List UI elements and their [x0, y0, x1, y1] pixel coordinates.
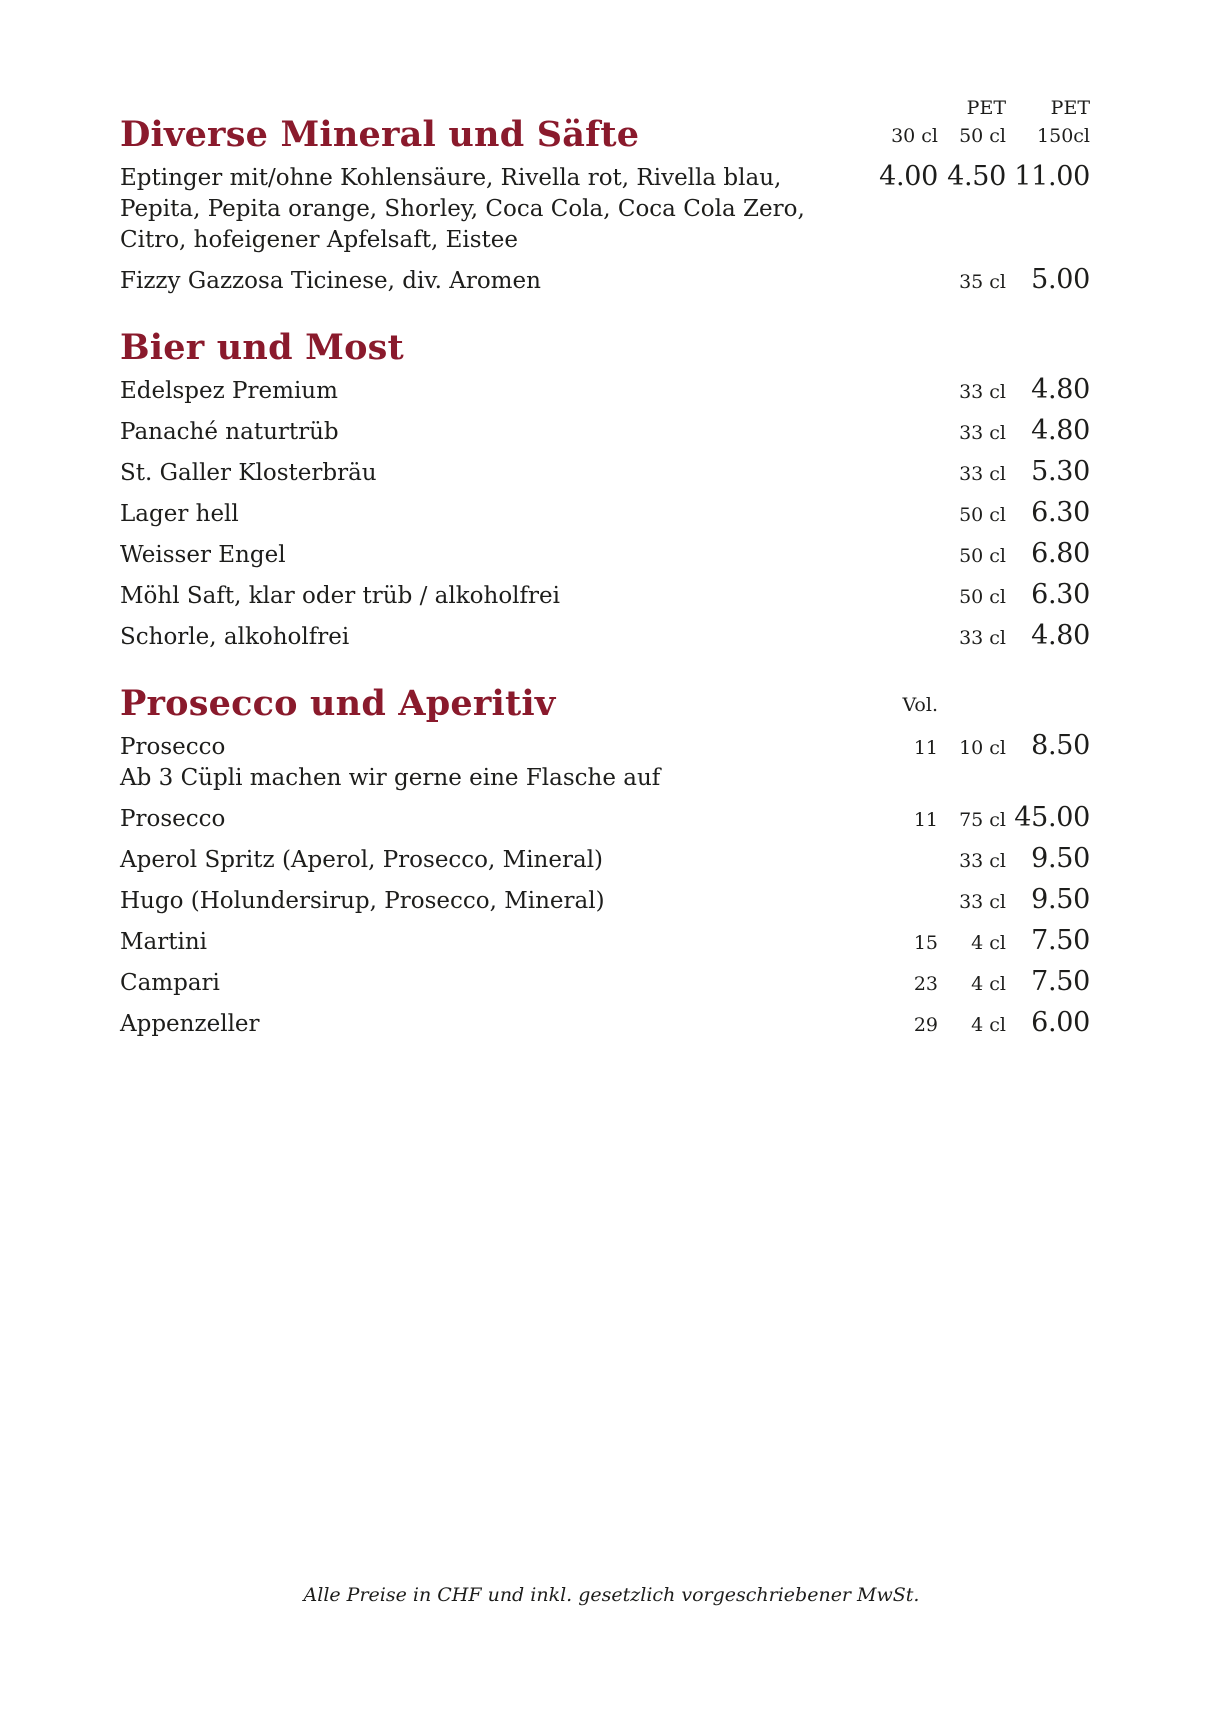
item-price-cell: 4.00 — [879, 161, 938, 192]
item-price-cell: 6.30 — [1031, 579, 1090, 611]
item-size-cell: 50 cl — [959, 504, 1006, 527]
menu-sections — [120, 94, 1090, 1048]
item-name-cell — [120, 540, 872, 571]
column-header-bottom-label — [872, 363, 938, 366]
section-header — [120, 329, 1090, 366]
item-price-cell: 4.80 — [1031, 374, 1090, 406]
menu-item-row — [120, 456, 1090, 489]
column-header-bottom-label — [938, 719, 1006, 722]
item-price-cell: 4.80 — [1031, 620, 1090, 652]
item-name: Edelspez Premium — [120, 378, 338, 405]
menu-item-row — [120, 538, 1090, 571]
menu-item-row — [120, 620, 1090, 653]
item-name: Eptinger mit/ohne Kohlensäure, Rivella rot, Rivella blau, Pepita, Pepita orange, Shorley, Coca Cola, Coca Cola Zero, Citro, hofeigener Apfelsaft, Eistee — [120, 165, 805, 253]
column-header-bottom-label — [1006, 363, 1090, 366]
menu-section-1 — [120, 329, 1090, 653]
section-title: Bier und Most — [120, 327, 404, 368]
menu-item-row — [120, 374, 1090, 407]
item-price-cell: 8.50 — [1031, 730, 1090, 762]
item-name: Prosecco — [120, 734, 226, 761]
item-price-cell: 9.50 — [1031, 843, 1090, 875]
item-price-cell: 4.50 — [947, 161, 1006, 192]
item-name-cell — [120, 804, 872, 835]
item-size-cell: 35 cl — [959, 271, 1006, 293]
menu-item-row — [120, 497, 1090, 530]
item-name: Prosecco — [120, 806, 226, 833]
item-name-cell — [120, 927, 872, 958]
item-note: Ab 3 Cüpli machen wir gerne eine Flasche auf — [120, 765, 661, 792]
item-price-cell: 7.50 — [1031, 925, 1090, 957]
item-name: St. Galler Klosterbräu — [120, 460, 377, 487]
menu-item-row — [120, 925, 1090, 958]
item-size-cell: 33 cl — [959, 381, 1006, 404]
column-header-colA — [872, 691, 938, 722]
item-size-cell: 4 cl — [971, 932, 1006, 955]
column-header-colB — [938, 94, 1006, 153]
column-header-colA — [872, 363, 938, 366]
menu-item-row — [120, 161, 1090, 256]
item-name: Panaché naturtrüb — [120, 419, 339, 446]
menu-item-row — [120, 579, 1090, 612]
menu-item-row — [120, 843, 1090, 876]
item-name-cell — [120, 266, 872, 297]
item-size-cell: 33 cl — [959, 627, 1006, 650]
item-name: Möhl Saft, klar oder trüb / alkoholfrei — [120, 583, 561, 610]
column-header-bottom-label: 30 cl — [891, 125, 938, 147]
menu-section-2 — [120, 685, 1090, 1040]
item-name: Weisser Engel — [120, 542, 286, 569]
column-header-bottom-label: Vol. — [902, 694, 938, 717]
section-header — [120, 94, 1090, 153]
item-size-cell: 33 cl — [959, 850, 1006, 873]
item-name-cell — [120, 376, 872, 407]
item-price-cell: 11.00 — [1014, 161, 1090, 192]
item-size-cell: 4 cl — [971, 973, 1006, 996]
item-price-cell: 6.30 — [1031, 497, 1090, 529]
item-price-cell: 45.00 — [1014, 802, 1090, 834]
column-header-bottom-label: 150cl — [1037, 125, 1090, 147]
column-header-bottom-label — [1006, 719, 1090, 722]
item-name-cell — [120, 845, 872, 876]
item-name: Aperol Spritz (Aperol, Prosecco, Mineral) — [120, 847, 604, 874]
column-header-top-label: PET — [966, 97, 1006, 119]
item-name-cell — [120, 732, 872, 794]
item-price-cell: 7.50 — [1031, 966, 1090, 998]
column-header-colC — [1006, 94, 1090, 153]
item-price-cell: 5.00 — [1031, 264, 1090, 295]
item-vol-cell: 15 — [913, 932, 938, 955]
item-vol-cell: 23 — [913, 973, 938, 996]
column-header-colB — [938, 719, 1006, 722]
item-name-cell — [120, 417, 872, 448]
section-title: Diverse Mineral und Säfte — [120, 113, 640, 155]
item-name-cell — [120, 1009, 872, 1040]
menu-item-row — [120, 884, 1090, 917]
menu-item-row — [120, 802, 1090, 835]
item-name-cell — [120, 499, 872, 530]
item-name: Martini — [120, 929, 208, 956]
item-name: Fizzy Gazzosa Ticinese, div. Aromen — [120, 268, 541, 294]
item-size-cell: 33 cl — [959, 891, 1006, 914]
column-header-colC — [1006, 719, 1090, 722]
item-size-cell: 75 cl — [959, 809, 1006, 832]
item-name: Lager hell — [120, 501, 239, 528]
item-name-cell — [120, 458, 872, 489]
item-size-cell: 10 cl — [959, 737, 1006, 760]
column-header-colA — [872, 122, 938, 153]
item-price-cell: 5.30 — [1031, 456, 1090, 488]
menu-item-row — [120, 264, 1090, 297]
column-header-top-label: PET — [1050, 97, 1090, 119]
item-size-cell: 50 cl — [959, 545, 1006, 568]
item-price-cell: 6.00 — [1031, 1007, 1090, 1039]
item-name: Campari — [120, 970, 220, 997]
column-header-colB — [938, 363, 1006, 366]
section-title: Prosecco und Aperitiv — [120, 683, 556, 725]
item-size-cell: 33 cl — [959, 422, 1006, 445]
item-price-cell: 4.80 — [1031, 415, 1090, 447]
menu-item-row — [120, 1007, 1090, 1040]
item-price-cell: 6.80 — [1031, 538, 1090, 570]
item-vol-cell: 11 — [913, 809, 938, 832]
item-name-cell — [120, 581, 872, 612]
item-size-cell: 4 cl — [971, 1014, 1006, 1037]
item-name: Appenzeller — [120, 1011, 260, 1038]
item-price-cell: 9.50 — [1031, 884, 1090, 916]
item-size-cell: 33 cl — [959, 463, 1006, 486]
column-header-bottom-label: 50 cl — [959, 125, 1006, 147]
item-name-cell — [120, 968, 872, 999]
menu-item-row — [120, 730, 1090, 794]
item-name-cell — [120, 886, 872, 917]
menu-item-row — [120, 966, 1090, 999]
menu-item-row — [120, 415, 1090, 448]
item-vol-cell: 11 — [913, 737, 938, 760]
menu-section-0 — [120, 94, 1090, 297]
item-vol-cell: 29 — [913, 1014, 938, 1037]
item-name: Schorle, alkoholfrei — [120, 624, 350, 651]
footer-note: Alle Preise in CHF und inkl. gesetzlich vorgeschriebener MwSt. — [303, 1584, 920, 1606]
column-header-colC — [1006, 363, 1090, 366]
item-name-cell — [120, 622, 872, 653]
item-name: Hugo (Holundersirup, Prosecco, Mineral) — [120, 888, 605, 915]
item-name-cell — [120, 163, 872, 256]
column-header-bottom-label — [938, 363, 1006, 366]
section-header — [120, 683, 1090, 725]
item-size-cell: 50 cl — [959, 586, 1006, 609]
